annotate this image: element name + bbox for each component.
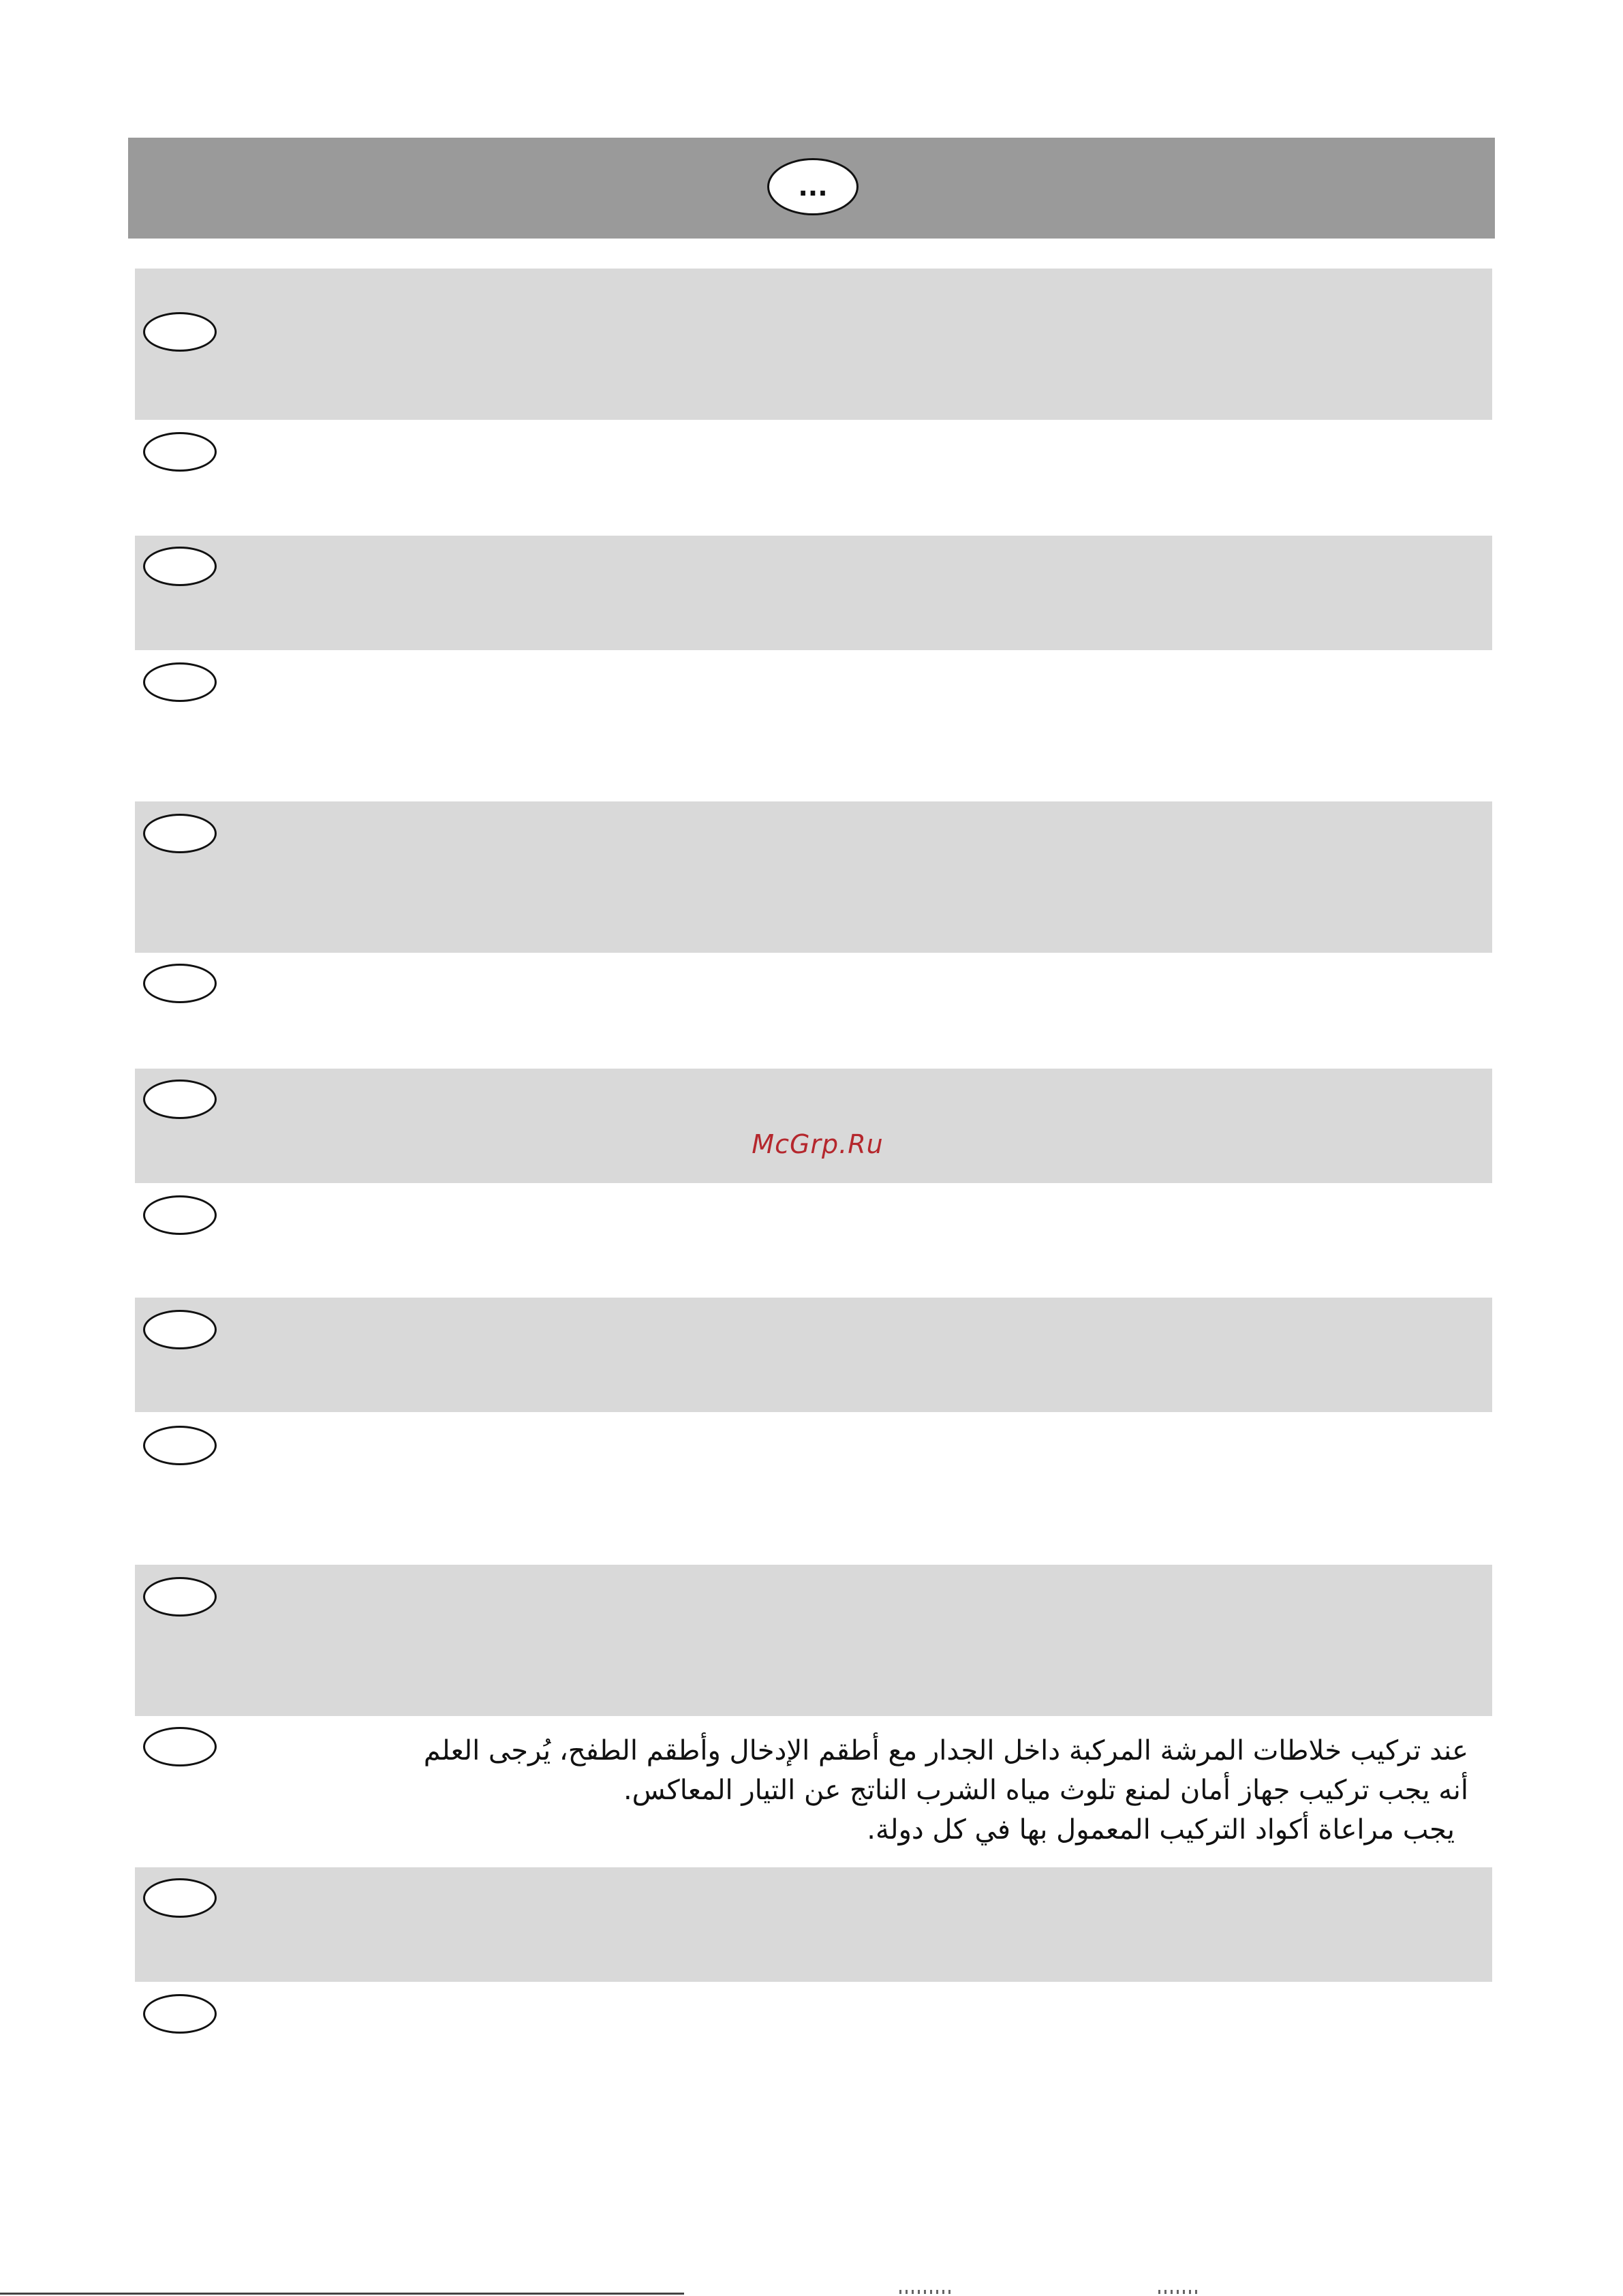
footer-rule (0, 2293, 684, 2295)
language-marker (143, 1994, 217, 2034)
language-band (135, 1867, 1492, 1982)
language-band (135, 536, 1492, 650)
language-band (135, 1298, 1492, 1412)
language-marker (143, 814, 217, 853)
language-band (135, 269, 1492, 420)
header-badge (767, 158, 859, 215)
footer-dotted-rule (899, 2290, 954, 2294)
language-band (135, 1069, 1492, 1183)
watermark-text: McGrp.Ru (752, 1129, 884, 1159)
language-band (135, 801, 1492, 953)
arabic-line: أنه يجب تركيب جهاز أمان لمنع تلوث مياه الشرب الناتج عن التيار المعاكس. (623, 1775, 1468, 1806)
language-marker (143, 1727, 217, 1766)
language-marker (143, 1878, 217, 1918)
arabic-line: عند تركيب خلاطات المرشة المركبة داخل الجدار مع أطقم الإدخال وأطقم الطفح، يُرجى العلم (423, 1735, 1468, 1766)
language-marker (143, 964, 217, 1003)
footer-dotted-rule (1158, 2290, 1199, 2294)
language-marker (143, 547, 217, 586)
language-marker (143, 1577, 217, 1617)
language-marker (143, 1195, 217, 1235)
language-marker (143, 432, 217, 472)
language-band (135, 1565, 1492, 1716)
language-marker (143, 662, 217, 702)
language-marker (143, 312, 217, 352)
language-marker (143, 1426, 217, 1465)
language-marker (143, 1310, 217, 1349)
language-marker (143, 1080, 217, 1119)
header-badge-label: ... (798, 172, 828, 202)
arabic-instructions (232, 1731, 1468, 1850)
arabic-line: يجب مراعاة أكواد التركيب المعمول بها في كل دولة. (867, 1814, 1455, 1846)
